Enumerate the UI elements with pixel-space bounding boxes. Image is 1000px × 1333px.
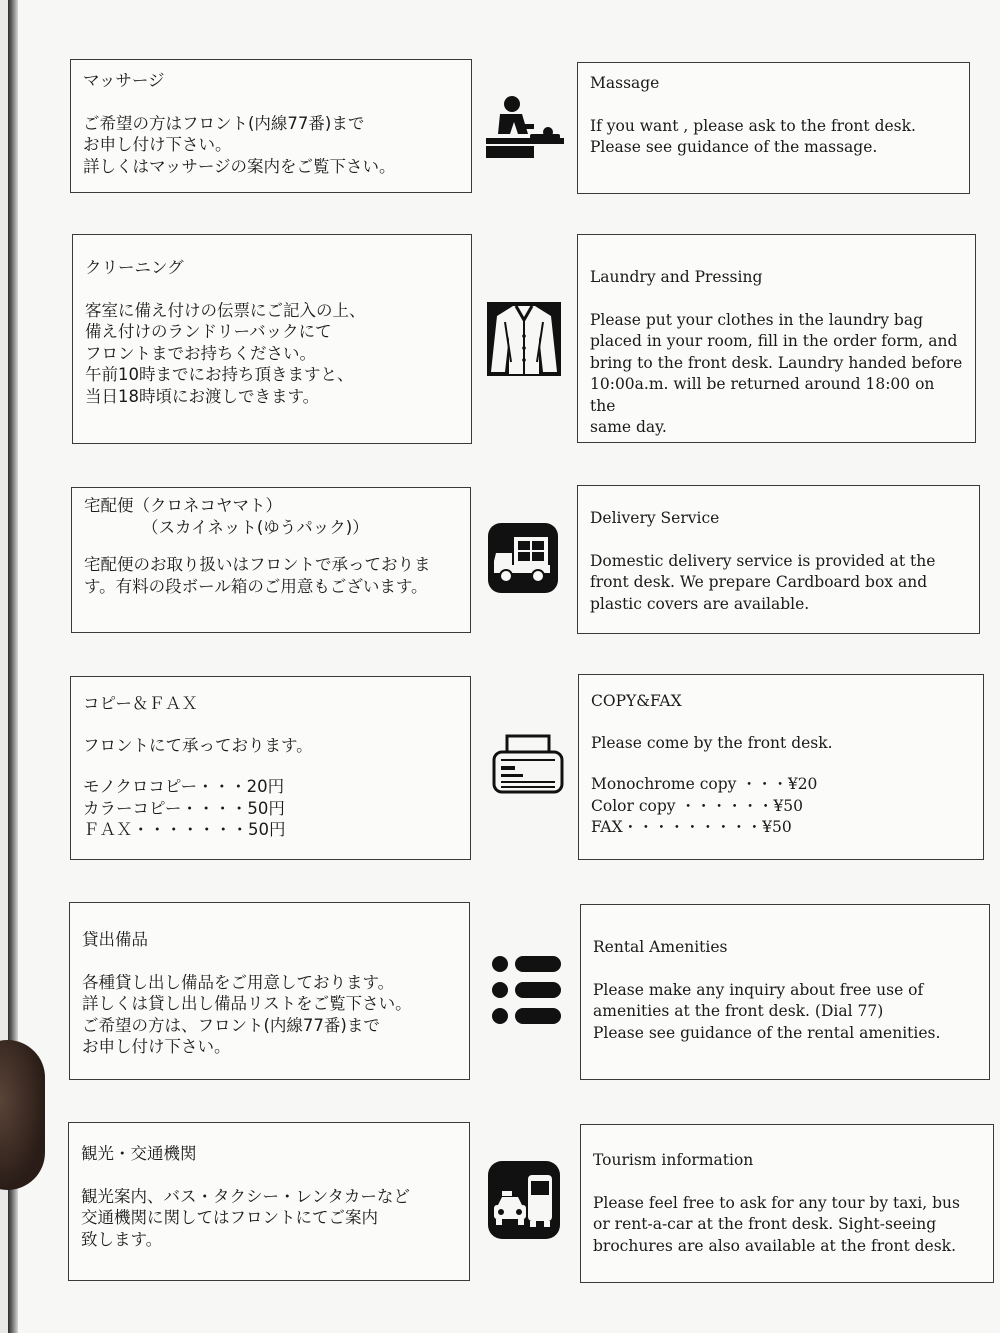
rental-jp-body: 各種貸し出し備品をご用意しております。 詳しくは貸し出し備品リストをご覧下さい。 ご希望の方は、フロント(内線77番)まで お申し付け下さい。 [82,972,412,1056]
rental-en-box [580,904,990,1080]
massage-jp-title: マッサージ [83,71,165,90]
copyfax-jp-body: フロントにて承っております。 [83,735,313,755]
copyfax-en-title: COPY&FAX [591,692,682,710]
copyfax-jp-prices: モノクロコピー・・・20円 カラーコピー・・・・50円 ＦＡＸ・・・・・・・50円 [83,777,286,839]
list-icon [491,954,561,1026]
tourism-jp-body: 観光案内、バス・タクシー・レンタカーなど 交通機関に関してはフロントにてご案内 致します。 [81,1186,410,1249]
tourism-jp-box [68,1122,470,1281]
delivery-en-box [577,485,980,634]
rental-jp-box [69,902,470,1080]
laundry-shirt-icon [487,302,561,376]
fax-machine-icon [491,734,565,796]
laundry-jp-title: クリーニング [85,258,184,277]
rental-en-body: Please make any inquiry about free use of amenities at the front desk. (Dial 77) Please see guidance of the rental amenities. [593,980,941,1042]
delivery-jp-body: 宅配便のお取り扱いはフロントで承っておりま す。有料の段ボール箱のご用意もございます。 [84,555,431,596]
tourism-en-title: Tourism information [593,1151,754,1169]
services-sheet [8,0,1000,1333]
massage-en-box [577,62,970,194]
holding-thumb [0,1040,45,1190]
massage-en-body: If you want , please ask to the front desk. Please see guidance of the massage. [590,116,916,156]
rental-en-title: Rental Amenities [593,938,728,956]
tourism-jp-title: 観光・交通機関 [81,1144,197,1163]
copyfax-en-box [578,674,984,860]
tourism-en-box [580,1124,994,1283]
massage-en-title: Massage [590,74,660,92]
massage-jp-body: ご希望の方はフロント(内線77番)まで お申し付け下さい。 詳しくはマッサージの案内をご覧下さい。 [83,113,396,176]
massage-icon [486,94,564,160]
delivery-jp-title-2: （スカイネット(ゆうパック)） [142,517,369,537]
laundry-jp-body: 客室に備え付けの伝票にご記入の上、 備え付けのランドリーバックにて フロントまでお持ちください。 午前10時までにお持ち頂きますと、 当日18時頃にお渡しできます。 [85,300,366,406]
copyfax-jp-title: コピー＆ＦＡＸ [83,694,198,713]
delivery-jp-box [71,487,471,633]
delivery-en-body: Domestic delivery service is provided at the front desk. We prepare Cardboard box and plastic covers are available. [590,551,936,613]
rental-jp-title: 貸出備品 [82,930,148,949]
tourism-en-body: Please feel free to ask for any tour by taxi, bus or rent-a-car at the front desk. Sight-seeing brochures are also available at the front desk. [593,1193,960,1255]
massage-jp-box [70,59,472,193]
taxi-bus-icon [488,1161,560,1239]
laundry-jp-box [72,234,472,444]
laundry-en-body: Please put your clothes in the laundry bag placed in your room, fill in the order form, and bring to the front desk. Laundry handed before 10:00a.m. will be returned around 18:00 on the same day. [590,310,963,436]
copyfax-en-body: Please come by the front desk. [591,733,833,752]
delivery-truck-icon [488,523,558,593]
delivery-en-title: Delivery Service [590,509,720,527]
laundry-en-box [577,234,976,443]
copyfax-en-prices: Monochrome copy ・・・¥20 Color copy ・・・・・・¥50 FAX・・・・・・・・・¥50 [591,775,818,836]
copyfax-jp-box [70,676,471,860]
delivery-jp-title: 宅配便（クロネコヤマト） [84,496,282,515]
laundry-en-title: Laundry and Pressing [590,268,763,286]
